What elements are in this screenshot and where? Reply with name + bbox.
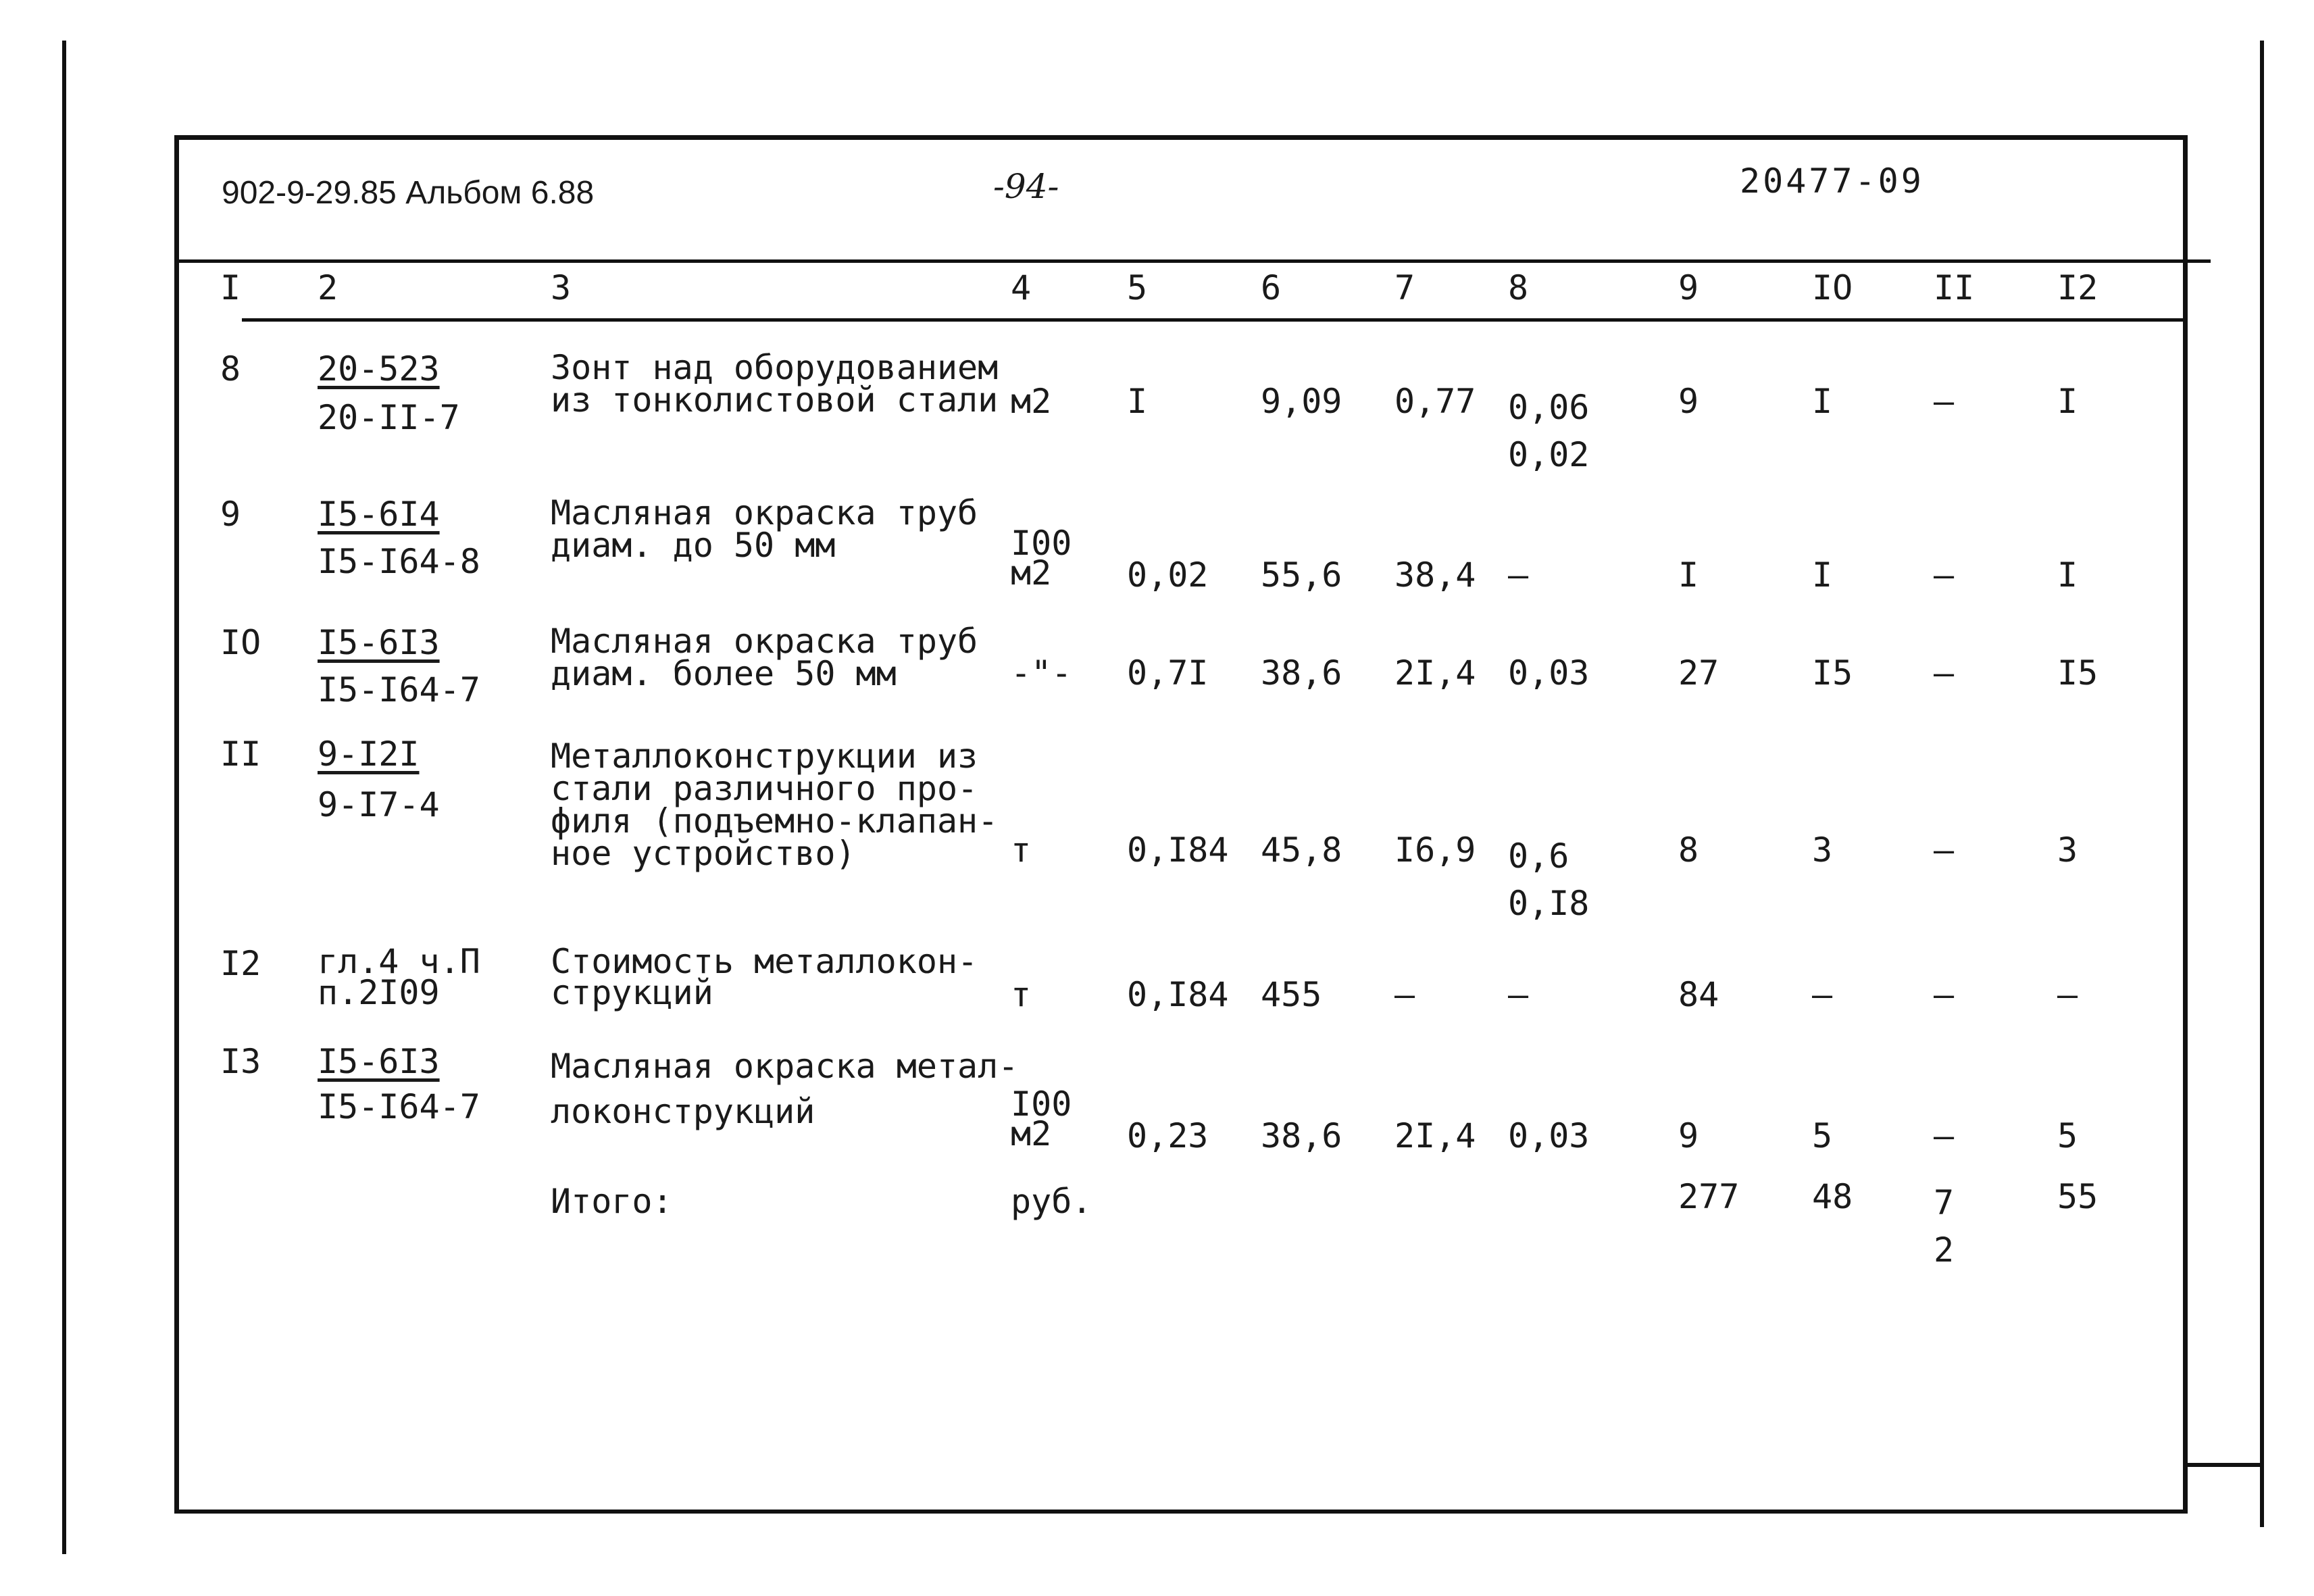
left-margin-line (62, 41, 66, 1554)
norm-code-bottom: 9-I7-4 (318, 785, 440, 824)
cell-col10: I (1812, 555, 1833, 595)
unit: м2 (1011, 382, 1052, 421)
cell-col8: 0,6 0,I8 (1508, 837, 1590, 923)
column-header-3: 3 (551, 268, 572, 307)
cell-col10: I (1812, 382, 1833, 421)
cell-col6: 9,09 (1261, 382, 1342, 421)
total-col10: 48 (1812, 1177, 1853, 1216)
document-frame (174, 135, 2188, 1514)
cell-col12: 5 (2057, 1116, 2078, 1155)
cell-col10: – (1812, 975, 1833, 1014)
row-number: 9 (220, 495, 241, 534)
corner-stamp-line (2188, 1463, 2260, 1467)
cell-col12: I (2057, 382, 2078, 421)
cell-col11: – (1934, 555, 1955, 595)
column-header-7: 7 (1394, 268, 1415, 307)
cell-col8: – (1508, 975, 1529, 1014)
unit: I00 м2 (1011, 524, 1072, 593)
norm-code-top: 20-523 (318, 349, 440, 389)
column-header-12: I2 (2057, 268, 2098, 307)
document-reference: 902-9-29.85 Альбом 6.88 (222, 175, 595, 211)
cell-col7: I6,9 (1394, 830, 1476, 870)
quantity: 0,23 (1127, 1116, 1209, 1155)
quantity: 0,7I (1127, 653, 1209, 693)
total-label: Итого: (551, 1182, 673, 1221)
cell-col11: – (1934, 653, 1955, 693)
cell-col11: – (1934, 830, 1955, 870)
work-description: Стоимость металлокон- струкций (551, 942, 978, 1012)
cell-col11: – (1934, 1116, 1955, 1155)
cell-col9: 9 (1678, 382, 1699, 421)
norm-code-bottom: I5-I64-7 (318, 1087, 480, 1126)
cell-col6: 55,6 (1261, 555, 1342, 595)
total-col9: 277 (1678, 1177, 1740, 1216)
column-header-5: 5 (1127, 268, 1148, 307)
column-header-1: I (220, 268, 241, 307)
cell-col7: 2I,4 (1394, 653, 1476, 693)
header-rule-bottom (242, 318, 2188, 322)
cell-col11: – (1934, 382, 1955, 421)
unit: I00 м2 (1011, 1084, 1072, 1153)
cell-col8: 0,03 (1508, 653, 1590, 693)
work-description: Зонт над оборудованием из тонколистовой стали (551, 348, 999, 420)
column-header-8: 8 (1508, 268, 1529, 307)
cell-col11: – (1934, 975, 1955, 1014)
cell-col10: 5 (1812, 1116, 1833, 1155)
unit: т (1011, 830, 1032, 870)
cell-col12: I (2057, 555, 2078, 595)
cell-col9: 84 (1678, 975, 1719, 1014)
document-code: 20477-09 (1740, 161, 1924, 201)
row-number: IO (220, 623, 261, 662)
cell-col7: 38,4 (1394, 555, 1476, 595)
cell-col10: 3 (1812, 830, 1833, 870)
column-header-4: 4 (1011, 268, 1032, 307)
cell-col12: I5 (2057, 653, 2098, 693)
unit: т (1011, 975, 1032, 1014)
norm-code-top: 9-I2I (318, 734, 420, 774)
row-number: II (220, 734, 261, 774)
cell-col8: 0,06 0,02 (1508, 388, 1590, 474)
cell-col8: 0,03 (1508, 1116, 1590, 1155)
header-rule-top (174, 259, 2211, 263)
column-header-2: 2 (318, 268, 338, 307)
cell-col7: – (1394, 975, 1415, 1014)
row-number: 8 (220, 349, 241, 389)
cell-col10: I5 (1812, 653, 1853, 693)
cell-col9: I (1678, 555, 1699, 595)
right-margin-line (2260, 41, 2264, 1527)
work-description: Металлоконструкции из стали различного про- филя (подъемно-клапан- ное устройство) (551, 737, 999, 873)
cell-col6: 38,6 (1261, 653, 1342, 693)
total-col11: 7 2 (1934, 1183, 1955, 1270)
cell-col8: – (1508, 555, 1529, 595)
row-number: I3 (220, 1042, 261, 1081)
cell-col7: 0,77 (1394, 382, 1476, 421)
column-header-10: IO (1812, 268, 1853, 307)
cell-col6: 455 (1261, 975, 1322, 1014)
quantity: 0,02 (1127, 555, 1209, 595)
cell-col6: 38,6 (1261, 1116, 1342, 1155)
norm-code-bottom: I5-I64-7 (318, 670, 480, 709)
norm-code-bottom: 20-II-7 (318, 398, 460, 437)
quantity: I (1127, 382, 1148, 421)
cell-col9: 9 (1678, 1116, 1699, 1155)
cell-col9: 8 (1678, 830, 1699, 870)
cell-col6: 45,8 (1261, 830, 1342, 870)
cell-col12: 3 (2057, 830, 2078, 870)
norm-code-top: I5-6I4 (318, 495, 440, 534)
quantity: 0,I84 (1127, 975, 1229, 1014)
norm-code-bottom: I5-I64-8 (318, 542, 480, 581)
norm-code-top: гл.4 ч.П п.2I09 (318, 942, 480, 1012)
norm-code-top: I5-6I3 (318, 1042, 440, 1081)
cell-col12: – (2057, 975, 2078, 1014)
norm-code-top: I5-6I3 (318, 623, 440, 662)
column-header-6: 6 (1261, 268, 1282, 307)
work-description: Масляная окраска метал- локонструкций (551, 1047, 1019, 1131)
column-header-9: 9 (1678, 268, 1699, 307)
total-col12: 55 (2057, 1177, 2098, 1216)
column-header-11: II (1934, 268, 1975, 307)
work-description: Масляная окраска труб диам. до 50 мм (551, 493, 978, 565)
total-unit: руб. (1011, 1182, 1092, 1221)
quantity: 0,I84 (1127, 830, 1229, 870)
work-description: Масляная окраска труб диам. более 50 мм (551, 622, 978, 693)
cell-col7: 2I,4 (1394, 1116, 1476, 1155)
unit: -"- (1011, 653, 1072, 693)
row-number: I2 (220, 944, 261, 983)
page-number: -94- (993, 167, 1059, 206)
cell-col9: 27 (1678, 653, 1719, 693)
